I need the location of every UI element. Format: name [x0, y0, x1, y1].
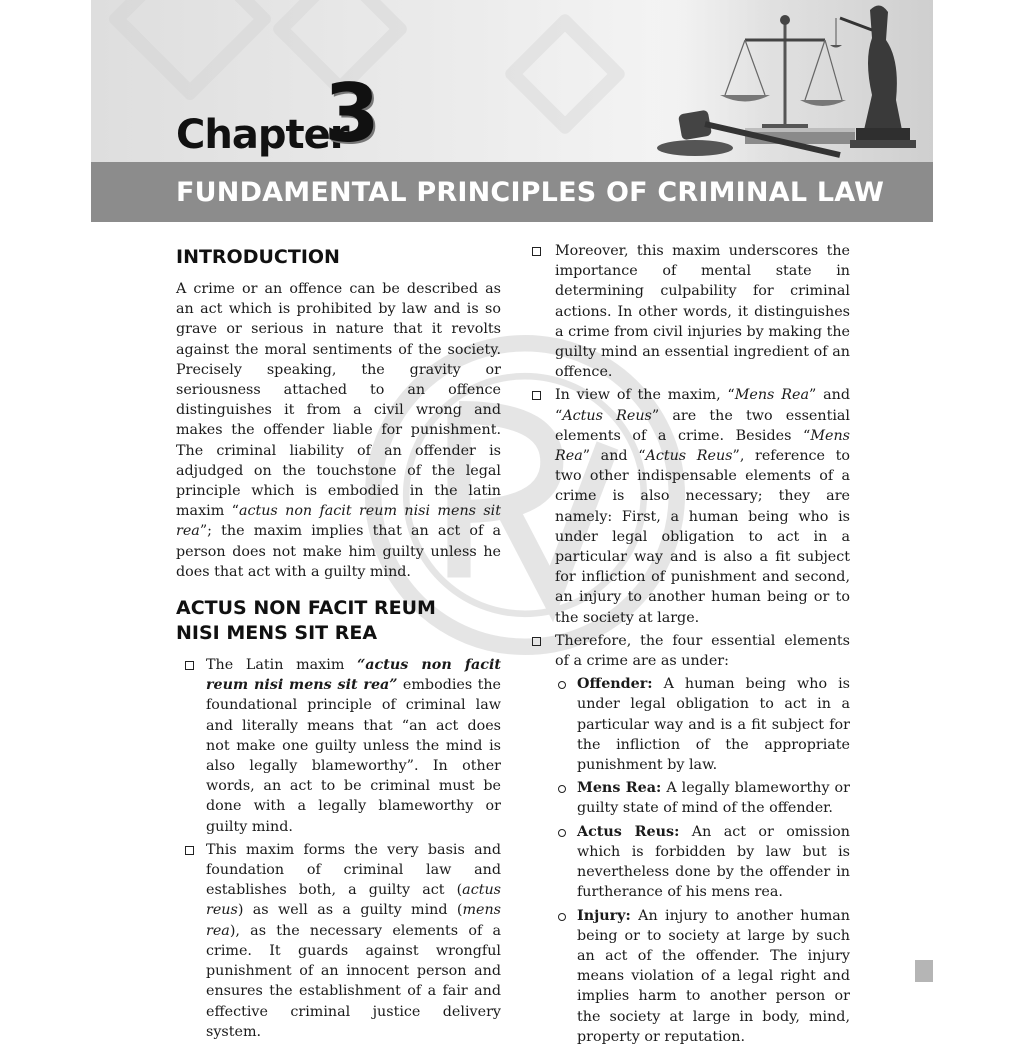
italic-term: Actus Reus — [645, 448, 733, 465]
bullet-text: In view of the maxim, “ — [555, 387, 735, 404]
list-item — [176, 655, 501, 837]
banner-pattern — [107, 0, 274, 102]
italic-term: Mens Rea — [734, 387, 809, 404]
bullet-text: Moreover, this maxim underscores the importance of mental state in determining culpability for criminal actions. In other words, it distinguishes a crime from civil injuries by making the guilty mind an essential ingredient of an offence. — [555, 243, 850, 381]
element-label: Injury: — [577, 907, 631, 924]
intro-text-end: ”; the maxim implies that an act of a person does not make him guilty unless he does that act with a guilty mind. — [176, 523, 501, 580]
circle-bullet-icon — [558, 681, 566, 689]
bullet-text: ”, reference to two other indispensable elements of a crime is also necessary; they are namely: First, a human being who is under legal obligation to act in a particular way and is also a fit subject for infliction of punishment and second, an injury to another human being or to the society at large. — [555, 448, 850, 626]
intro-text: A crime or an offence can be described as an act which is prohibited by law and is so grave or serious in nature that it revolts against the moral sentiments of the society. Precisely speaking, the gravity or seriousness attached to an offence distinguishes it from a civil wrong and makes the offender liable for punishment. The criminal liability of an offender is adjudged on the touchstone of the legal principle which is embodied in the latin maxim “ — [176, 281, 501, 520]
maxim-italic: actus non facit reum nisi mens sit rea — [176, 503, 501, 540]
element-label: Mens Rea: — [577, 780, 662, 797]
actus-heading — [176, 596, 501, 646]
list-item — [530, 385, 850, 627]
bullet-text: The Latin maxim — [206, 657, 358, 674]
bullet-text: Therefore, the four essential elements of a crime are as under: — [555, 632, 850, 670]
square-bullet-icon — [185, 846, 194, 855]
italic-term: mens rea — [206, 902, 501, 939]
square-bullet-icon — [532, 247, 541, 256]
circle-bullet-icon — [558, 913, 566, 921]
element-text: An act or omission which is forbidden by law but is nevertheless done by the offender in furtherance of his mens rea. — [577, 823, 850, 901]
list-item — [530, 241, 850, 382]
list-item — [176, 840, 501, 1042]
square-bullet-icon — [185, 661, 194, 670]
bullet-text: ), as the necessary elements of a crime. It guards against wrongful punishment of an innocent person and ensures the establishment of a fair and effective criminal justice delivery system. — [206, 922, 501, 1040]
banner-pattern — [503, 12, 627, 136]
actus-heading-line1: ACTUS NON FACIT REUM — [176, 597, 436, 620]
page-tab-icon — [915, 960, 933, 982]
square-bullet-icon — [532, 391, 541, 400]
circle-bullet-icon — [558, 829, 566, 837]
italic-term: actus reus — [206, 882, 501, 919]
introduction-heading: INTRODUCTION — [176, 246, 340, 268]
bullet-text: ” and “ — [555, 387, 850, 424]
chapter-title-bar — [91, 162, 933, 222]
sub-list-item — [530, 674, 850, 775]
italic-term: Actus Reus — [562, 407, 652, 424]
bullet-text: ) as well as a guilty mind ( — [237, 902, 463, 919]
list-item — [530, 631, 850, 671]
element-label: Actus Reus: — [577, 823, 680, 840]
actus-heading-line2: NISI MENS SIT REA — [176, 622, 378, 645]
sub-list-item — [530, 906, 850, 1047]
italic-term: Mens Rea — [555, 427, 850, 465]
sub-list-item — [530, 822, 850, 903]
square-bullet-icon — [532, 637, 541, 646]
chapter-title: FUNDAMENTAL PRINCIPLES OF CRIMINAL LAW — [176, 177, 885, 208]
bullet-text: ” and “ — [582, 448, 646, 465]
scales-of-justice-gavel-icon — [650, 0, 933, 162]
element-text: A legally blameworthy or guilty state of mind of the offender. — [577, 780, 850, 817]
introduction-paragraph — [176, 279, 501, 582]
chapter-number: 3 — [324, 67, 380, 160]
maxim-bold-italic: “actus non facit reum nisi mens sit rea” — [206, 657, 501, 694]
element-text: An injury to another human being or to society at large by such an act of the offender. The injury means violation of a legal right and implies harm to another person or the society at large in body, mind, property or reputation. — [577, 907, 850, 1045]
chapter-label: Chapter — [176, 112, 349, 158]
right-column — [530, 241, 850, 1050]
bullet-text: ” are the two essential elements of a crime. Besides “ — [555, 407, 851, 444]
element-text: A human being who is under legal obligation to act in a particular way and is a fit subject for the infliction of the appropriate punishment by law. — [577, 676, 850, 774]
bullet-text: This maxim forms the very basis and foundation of criminal law and establishes both, a guilty act ( — [206, 841, 501, 899]
circle-bullet-icon — [558, 785, 566, 793]
bullet-text: embodies the foundational principle of criminal law and literally means that “an act does not make one guilty unless the mind is also legally blameworthy”. In other words, an act to be criminal must be done with a legally blameworthy or guilty mind. — [206, 677, 502, 835]
left-column — [176, 245, 501, 1045]
sub-list-item — [530, 778, 850, 818]
element-label: Offender: — [577, 676, 653, 693]
